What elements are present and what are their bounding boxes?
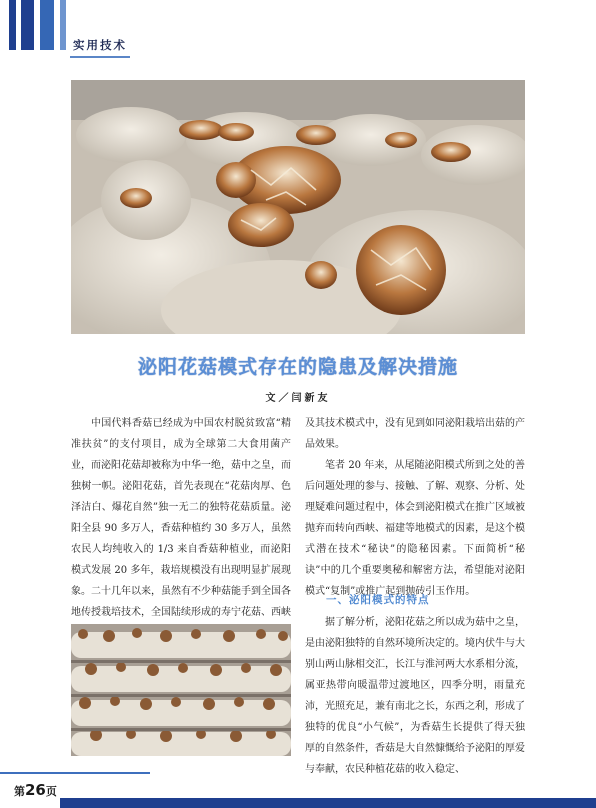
header-decor-bar (60, 0, 66, 50)
shelf-photo-mushrooms (71, 624, 291, 756)
header-decor-bar (40, 0, 54, 50)
right-column (305, 413, 525, 602)
body-paragraph: 及其技术模式中，没有见到如同泌阳栽培出菇的产品效果。 (305, 418, 525, 450)
page-number-value: 26 (25, 781, 46, 799)
header-decor-bar (21, 0, 34, 50)
body-paragraph: 笔者 20 年来，从尾随泌阳模式所到之处的善后问题处理的参与、接触、了解、观察、分析、处理疑难问题过程中，体会到泌阳模式在推广区域被抛弃而转向西峡、福建等地模式的因素，是这个模式潜在技术“秘诀”的隐秘因素。下面简析“秘诀”中的几个重要奥秘和解密方法，希望能对泌阳模式“复制”或推广起到抛砖引玉作用。 (305, 460, 525, 597)
hero-photo-mushrooms (71, 80, 525, 334)
header-rule (70, 56, 130, 58)
footer-band (60, 798, 596, 808)
body-paragraph: 中国代料香菇已经成为中国农村脱贫致富“精准扶贫”的支付项目，成为全球第二大食用菌产业，而泌阳花菇却被称为中华一绝，菇中之皇，而独树一帜。泌阳花菇，首先表现在“花菇肉厚、色泽洁白、爆花自然”独一无二的独特花菇质量。泌阳全县 90 多万人，香菇种植约 30 多万人，虽然农民人均纯收入的 1/3 来自香菇种植业，而泌阳模式发展 20 多年，栽培规模没有出现明显扩展现象。二十几年以来，虽然有不少种菇能手到全国各地传授栽培技术，全国陆续形成的寿宁花菇、西峡 (71, 418, 291, 618)
page-prefix: 第 (14, 785, 25, 798)
page-number (14, 781, 57, 799)
section-heading: 一、泌阳模式的特点 (326, 594, 430, 606)
section-label: 实用技术 (73, 38, 127, 52)
left-column (71, 413, 291, 644)
header-decor-bar (9, 0, 16, 50)
article-byline: 文／闫新友 (265, 393, 331, 404)
body-paragraph: 据了解分析，泌阳花菇之所以成为菇中之皇，是由泌阳独特的自然环境所决定的。境内伏牛与大别山两山脉相交汇，长江与淮河两大水系相分流，属亚热带向暖温带过渡地区，四季分明，雨量充沛，光照充足，兼有南北之长，东西之利，形成了独特的优良“小气候”，为香菇生长提供了得天独厚的自然条件，香菇是大自然慷慨给予泌阳的厚爱与奉献，农民种植花菇的收入稳定、 (305, 617, 525, 775)
page-suffix: 页 (45, 785, 57, 798)
article-title: 泌阳花菇模式存在的隐患及解决措施 (137, 356, 458, 378)
right-column-lower (305, 612, 525, 780)
footer-rule (0, 772, 150, 774)
